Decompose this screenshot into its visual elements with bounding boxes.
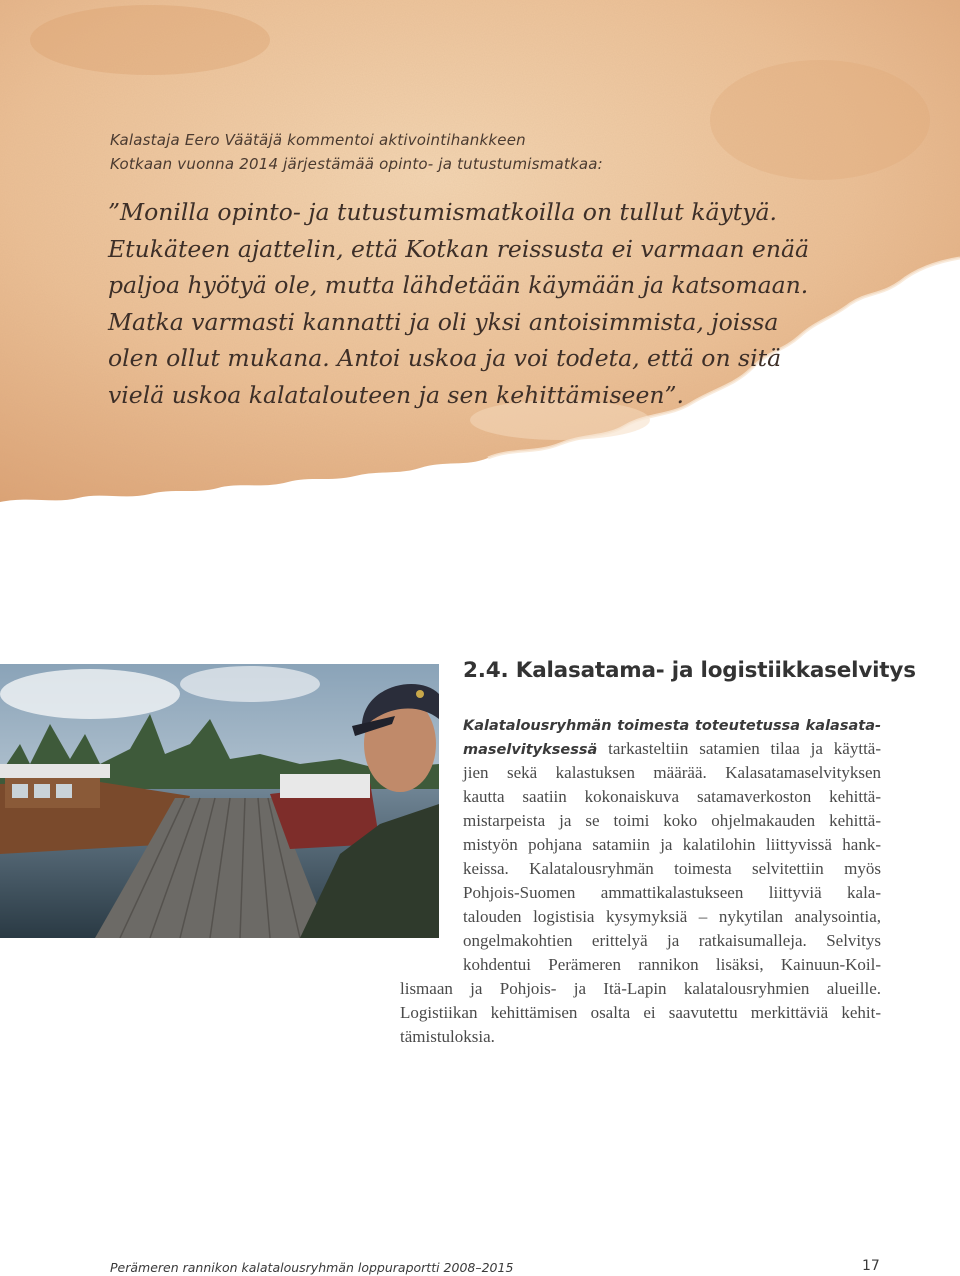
body-line: kautta saatiin kokonaiskuva satamaverkoston kehittä- <box>463 787 881 806</box>
quote-line: vielä uskoa kalatalouteen ja sen kehittämiseen”. <box>108 380 684 409</box>
lead-text: Kalatalousryhmän toimesta toteutetussa kalasata- <box>463 718 881 734</box>
intro-line: Kotkaan vuonna 2014 järjestämää opinto- ja tutustumismatkaa: <box>110 155 603 173</box>
body-line: ongelmakohtien erittelyä ja ratkaisumalleja. Selvitys <box>463 931 881 950</box>
body-line: Pohjois-Suomen ammattikalastukseen liittyviä kala- <box>463 883 881 902</box>
quote-line: ”Monilla opinto- ja tutustumismatkoilla on tullut käytyä. <box>108 198 777 226</box>
intro-text <box>110 128 830 176</box>
quote-line: Etukäteen ajattelin, että Kotkan reissusta ei varmaan enää <box>108 234 809 263</box>
harbour-photo <box>0 664 439 938</box>
body-line: Logistiikan kehittämisen osalta ei saavutettu merkittäviä kehit- <box>400 1003 881 1022</box>
section-heading: 2.4. Kalasatama- ja logistiikkaselvitys <box>463 658 916 683</box>
quote-line: olen ollut mukana. Antoi uskoa ja voi todeta, että on sitä <box>108 344 782 372</box>
body-line: jien sekä kalastuksen määrää. Kalasatamaselvityksen <box>463 763 881 782</box>
body-line: lismaan ja Pohjois- ja Itä-Lapin kalatalousryhmien alueille. <box>400 979 881 998</box>
lead-text: maselvityksessä <box>463 742 598 758</box>
intro-line: Kalastaja Eero Väätäjä kommentoi aktivointihankkeen <box>110 131 526 149</box>
body-line: talouden logistisia kysymyksiä – nykytilan analysointia, <box>463 907 881 926</box>
quote-line: Matka varmasti kannatti ja oli yksi antoisimmista, joissa <box>108 307 779 336</box>
body-line: keissa. Kalatalousryhmän toimesta selvitettiin myös <box>463 859 881 878</box>
body-line: tämistuloksia. <box>400 1027 495 1046</box>
body-line <box>463 737 881 762</box>
body-text: tarkasteltiin satamien tilaa ja käyttä- <box>597 739 881 758</box>
body-line <box>463 713 881 738</box>
page-number: 17 <box>862 1258 880 1274</box>
footer-title: Perämeren rannikon kalatalousryhmän loppuraportti 2008–2015 <box>110 1260 514 1275</box>
body-line: mistyön pohjana satamiin ja kalatilohin liittyvissä hank- <box>463 835 881 854</box>
body-line: kohdentui Perämeren rannikon lisäksi, Kainuun-Koil- <box>463 955 881 974</box>
quote-line: paljoa hyötyä ole, mutta lähdetään käymään ja katsomaan. <box>108 271 809 299</box>
body-line: mistarpeista ja se toimi koko ohjelmakauden kehittä- <box>463 811 881 830</box>
quote-block <box>108 194 828 413</box>
